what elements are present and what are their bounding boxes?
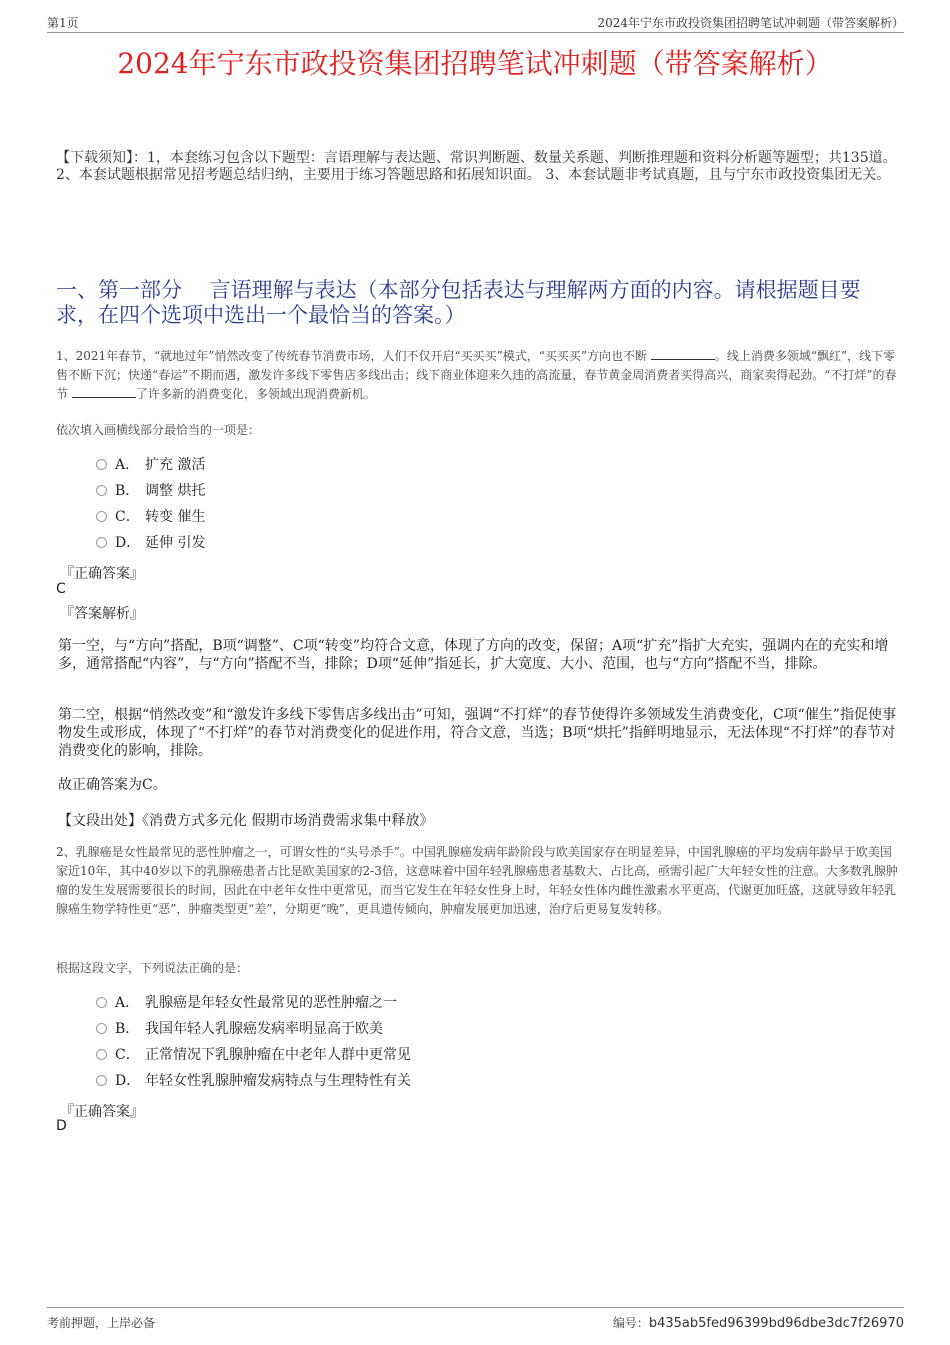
q1-stem: 1、2021年春节，“就地过年”悄然改变了传统春节消费市场，人们不仅开启“买买买”模式，“买买买”方向也不断 。线上消费多领域“飘红”，线下零售不断下沉；快递“春运”不期而遇，激发许多线下零售店多线出击；线下商业体迎来久违的高流量，春节黄金周消费者买得高兴，商家卖得起劲。“不打烊”的春节 了许多新的消费变化，多领域出现消费新机。: [56, 349, 897, 401]
blank-line: [72, 387, 136, 398]
q1-analysis-2: 第二空，根据“悄然改变”和“激发许多线下零售店多线出击”可知，强调“不打烊”的春节使得许多领域发生消费变化，C项“催生”指促使事物发生或形成，体现了“不打烊”的春节对消费变化的促进作用，符合文意，当选；B项“烘托”指鲜明地显示，无法体现“不打烊”的春节对消费变化的影响，排除。: [58, 707, 896, 759]
radio-icon[interactable]: [96, 1075, 107, 1086]
q1-source: 【文段出处】《消费方式多元化 假期市场消费需求集中释放》: [58, 813, 434, 829]
download-notice: 【下载须知】：1，本套练习包含以下题型：言语理解与表达题、常识判断题、数量关系题、判断推理题和资料分析题等题型；共135道。 2、本套试题根据常见招考题总结归纳，主要用于练习答题思路和拓展知识面。 3、本套试题非考试真题，且与宁东市政投资集团无关。: [56, 150, 897, 183]
q2-stem: 2、乳腺癌是女性最常见的恶性肿瘤之一，可谓女性的“头号杀手”。中国乳腺癌发病年龄阶段与欧美国家存在明显差异，中国乳腺癌的平均发病年龄早于欧美国家近10年，其中40岁以下的乳腺癌患者占比是欧美国家的2-3倍，这意味着中国年轻乳腺癌患者基数大、占比高，亟需引起广大年轻女性的注意。大多数乳腺肿瘤的发生发展需要很长的时间，因此在中老年女性中更常见，而当它发生在年轻女性身上时，年轻女性体内雌性激素水平更高，代谢更加旺盛，这就导致年轻乳腺癌生物学特性更“恶”，肿瘤类型更“差”，分期更“晚”，更具遗传倾向，肿瘤发展更加迅速，治疗后更易复发转移。: [56, 845, 898, 916]
q1-option-b[interactable]: B． 调整 烘托: [96, 481, 205, 501]
radio-icon[interactable]: [96, 997, 107, 1008]
radio-icon[interactable]: [96, 459, 107, 470]
page-footer: [47, 1307, 904, 1331]
q2-option-b[interactable]: B． 我国年轻人乳腺癌发病率明显高于欧美: [96, 1019, 383, 1039]
radio-icon[interactable]: [96, 511, 107, 522]
section-heading: 一、第一部分 言语理解与表达（本部分包括表达与理解两方面的内容。请根据题目要求，在四个选项中选出一个最恰当的答案。）: [56, 278, 861, 327]
page-header: [47, 14, 904, 33]
q1-option-a[interactable]: A． 扩充 激活: [96, 455, 205, 475]
radio-icon[interactable]: [96, 485, 107, 496]
q1-prompt: 依次填入画横线部分最恰当的一项是：: [56, 423, 261, 437]
q1-answer: C: [56, 581, 66, 597]
radio-icon[interactable]: [96, 1023, 107, 1034]
q2-answer: D: [56, 1118, 67, 1134]
q1-option-d[interactable]: D． 延伸 引发: [96, 533, 205, 553]
q1-analysis-1: 第一空，与“方向”搭配，B项“调整”、C项“转变”均符合文意，体现了方向的改变，保留；A项“扩充”指扩大充实，强调内在的充实和增多，通常搭配“内容”，与“方向”搭配不当，排除；D项“延伸”指延长，扩大宽度、大小、范围，也与“方向”搭配不当，排除。: [58, 638, 889, 672]
blank-line: [651, 349, 715, 360]
q1-analysis-tag: 『答案解析』: [60, 606, 144, 622]
radio-icon[interactable]: [96, 1049, 107, 1060]
q2-option-a[interactable]: A． 乳腺癌是年轻女性最常见的恶性肿瘤之一: [96, 993, 397, 1013]
header-doc-title: 2024年宁东市政投资集团招聘笔试冲刺题（带答案解析）: [597, 16, 904, 30]
footer-slogan: 考前押题，上岸必备: [47, 1316, 156, 1330]
q2-answer-tag: 『正确答案』: [60, 1104, 144, 1120]
q1-option-c[interactable]: C． 转变 催生: [96, 507, 205, 527]
q1-analysis-3: 故正确答案为C。: [58, 777, 167, 793]
document-code: 编号：b435ab5fed96399bd96dbe3dc7f26970: [612, 1316, 904, 1331]
q1-answer-tag: 『正确答案』: [60, 566, 144, 582]
q2-option-c[interactable]: C． 正常情况下乳腺肿瘤在中老年人群中更常见: [96, 1045, 411, 1065]
document-title: 2024年宁东市政投资集团招聘笔试冲刺题（带答案解析）: [117, 47, 833, 80]
q2-option-d[interactable]: D． 年轻女性乳腺肿瘤发病特点与生理特性有关: [96, 1071, 411, 1091]
radio-icon[interactable]: [96, 537, 107, 548]
q2-prompt: 根据这段文字，下列说法正确的是：: [56, 961, 249, 975]
page-number: 第1页: [47, 16, 79, 30]
